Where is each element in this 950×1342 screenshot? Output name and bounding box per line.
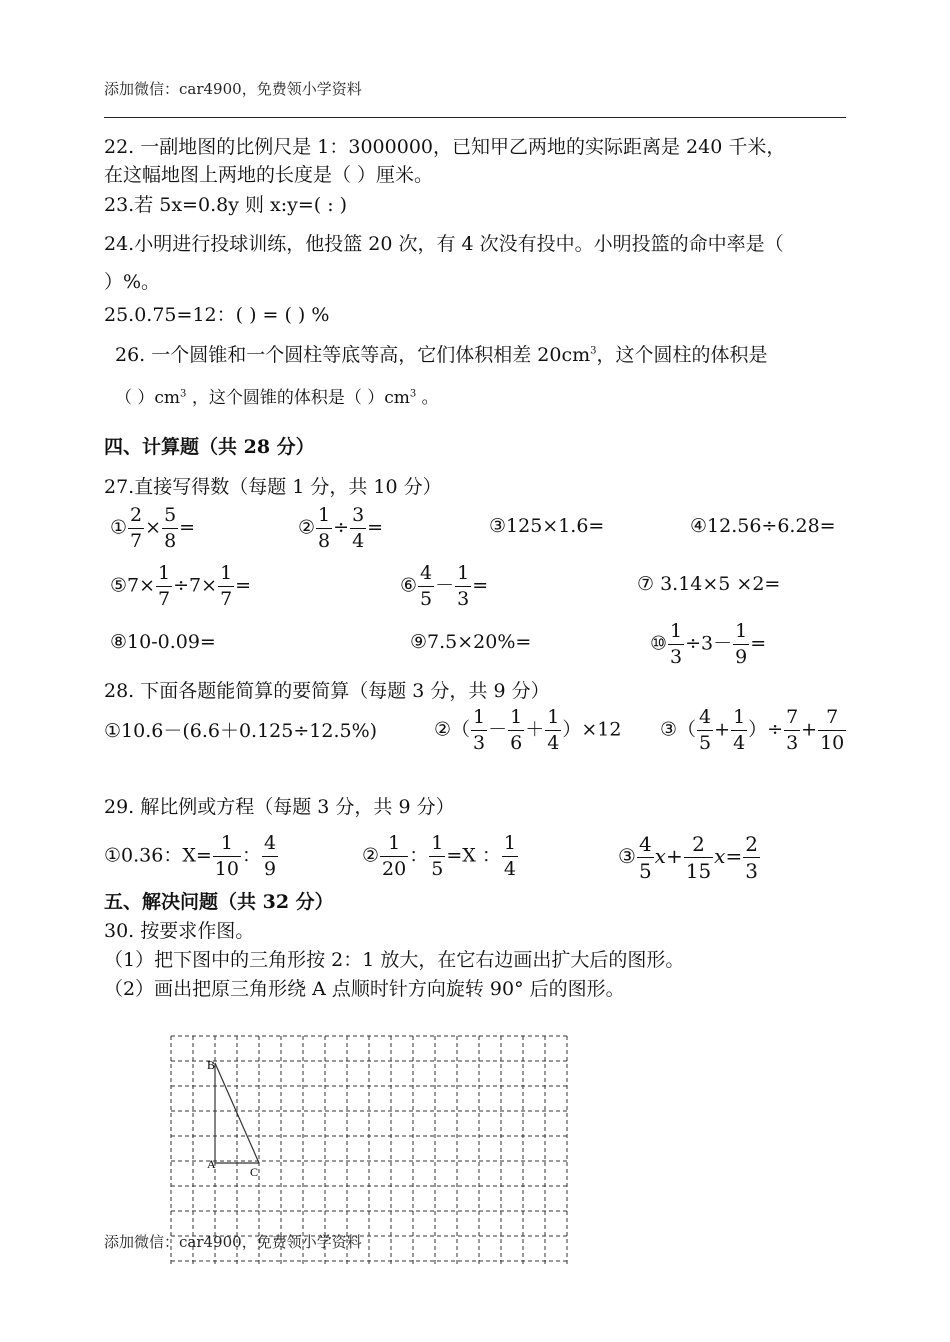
operator: ÷3－ [685, 632, 733, 655]
section5-title: 五、解决问题（共 32 分） [104, 891, 334, 913]
denominator: 9 [735, 646, 748, 668]
numerator: 1 [316, 506, 332, 529]
fraction [162, 506, 178, 551]
denominator: 3 [670, 646, 683, 668]
q27-i2-pre: ② [298, 516, 316, 539]
q26-sup1: 3 [590, 345, 597, 357]
fraction [697, 708, 713, 753]
numerator: 7 [784, 708, 800, 731]
q29-item3 [618, 834, 761, 881]
operator: + [665, 844, 683, 868]
q29-i3-pre: ③ [618, 844, 636, 868]
operator: ： [241, 844, 261, 867]
fraction [731, 708, 747, 753]
q28-item3 [660, 708, 847, 753]
q23-text: 23.若 5x=0.8y 则 x:y=( : ) [104, 194, 348, 216]
denominator: 3 [473, 732, 486, 754]
q27-i5-pre: ⑤7× [110, 574, 156, 597]
q30-title: 30. 按要求作图。 [104, 920, 255, 942]
fraction [418, 564, 434, 609]
numerator: 1 [218, 564, 234, 587]
q27-i10-pre: ⑩ [650, 632, 668, 655]
q26-line2b: ，这个圆锥的体积是（ ）cm [186, 388, 410, 408]
equals: = [750, 632, 767, 655]
q28-i2-tail: ）×12 [562, 718, 622, 741]
q30-step2: （2）画出把原三角形绕 A 点顺时针方向旋转 90° 后的图形。 [104, 978, 625, 1000]
numerator: 1 [733, 622, 749, 645]
q26-line2 [115, 383, 439, 408]
operator: + [714, 718, 731, 741]
q26-line2a: （ ）cm [115, 388, 181, 408]
denominator: 8 [318, 530, 331, 552]
fraction [502, 834, 518, 879]
label-a: A [207, 1157, 216, 1171]
fraction [733, 622, 749, 667]
numerator: 3 [350, 506, 366, 529]
q22-line1: 22. 一副地图的比例尺是 1：3000000，已知甲乙两地的实际距离是 240 千米， [104, 136, 786, 158]
numerator: 1 [668, 622, 684, 645]
numerator: 2 [684, 834, 713, 858]
fraction [380, 834, 408, 879]
q28-item1: ①10.6－(6.6＋0.125÷12.5%) [104, 720, 378, 742]
denominator: 7 [220, 588, 233, 610]
numerator: 5 [162, 506, 178, 529]
denominator: 3 [745, 859, 758, 883]
q27-item4: ④12.56÷6.28= [690, 515, 836, 537]
denominator: 10 [820, 732, 845, 754]
header-text: 添加微信：car4900，免费领小学资料 [104, 80, 362, 98]
equals: = [725, 844, 743, 868]
operator: + [801, 718, 818, 741]
q24-line2: ）%。 [104, 271, 161, 293]
q28-i2-pre: ②（ [434, 718, 471, 741]
q30-step1: （1）把下图中的三角形按 2：1 放大，在它右边画出扩大后的图形。 [104, 949, 685, 971]
fraction [508, 708, 524, 753]
denominator: 4 [503, 858, 516, 880]
fraction [128, 506, 144, 551]
fraction [545, 708, 561, 753]
fraction [743, 834, 760, 881]
q28-title: 28. 下面各题能简算的要简算（每题 3 分，共 9 分） [104, 680, 550, 702]
q27-i1-pre: ① [110, 516, 128, 539]
q27-item2 [298, 506, 383, 551]
q26-sup3: 3 [409, 388, 417, 400]
q27-item8: ⑧10-0.09= [110, 631, 216, 653]
q28-item2 [434, 708, 621, 753]
denominator: 3 [786, 732, 799, 754]
q27-item9: ⑨7.5×20%= [410, 631, 532, 653]
q27-item5 [110, 564, 251, 609]
fraction [784, 708, 800, 753]
numerator: 1 [213, 834, 241, 857]
q24-line1: 24.小明进行投球训练，他投篮 20 次，有 4 次没有投中。小明投篮的命中率是（ [104, 233, 784, 255]
q26-line1-rest: ，这个圆柱的体积是 [596, 344, 768, 366]
denominator: 10 [214, 858, 239, 880]
q27-item6 [400, 564, 488, 609]
numerator: 1 [455, 564, 471, 587]
fraction [156, 564, 172, 609]
denominator: 5 [420, 588, 433, 610]
equals: = [179, 516, 196, 539]
numerator: 1 [502, 834, 518, 857]
q26-line2c: 。 [416, 388, 439, 408]
label-b: B [207, 1058, 216, 1072]
operator: － [435, 574, 455, 597]
footer-text: 添加微信：car4900，免费领小学资料 [104, 1233, 362, 1251]
operator: ）÷ [748, 718, 784, 741]
fraction [218, 564, 234, 609]
denominator: 4 [352, 530, 365, 552]
denominator: 4 [733, 732, 746, 754]
variable-x: x [714, 844, 726, 868]
q27-item10 [650, 622, 766, 667]
operator: － [488, 718, 508, 741]
q29-i1-pre: ①0.36：X= [104, 844, 212, 867]
q26-line1 [115, 340, 768, 367]
numerator: 1 [508, 708, 524, 731]
fraction [350, 506, 366, 551]
equals: = [367, 516, 384, 539]
numerator: 1 [471, 708, 487, 731]
q28-i3-pre: ③（ [660, 718, 697, 741]
fraction [429, 834, 445, 879]
q27-item7: ⑦ 3.14×5 ×2= [637, 573, 781, 595]
q29-item1 [104, 834, 279, 879]
numerator: 2 [745, 832, 758, 856]
numerator: 2 [128, 506, 144, 529]
operator: ： [409, 844, 429, 867]
q26-sup2: 3 [180, 388, 187, 400]
fraction [455, 564, 471, 609]
numerator: 4 [697, 708, 713, 731]
q27-i6-pre: ⑥ [400, 574, 418, 597]
q25-text: 25.0.75=12：( ) = ( ) % [104, 304, 330, 326]
operator: ÷ [333, 516, 350, 539]
q27-title: 27.直接写得数（每题 1 分，共 10 分） [104, 476, 442, 498]
q27-item3: ③125×1.6= [489, 515, 605, 537]
denominator: 9 [264, 858, 277, 880]
numerator: 4 [418, 564, 434, 587]
equals: = [235, 574, 252, 597]
fraction [213, 834, 241, 879]
numerator: 4 [262, 834, 278, 857]
numerator: 1 [429, 834, 445, 857]
denominator: 6 [510, 732, 523, 754]
denominator: 4 [547, 732, 560, 754]
denominator: 7 [158, 588, 171, 610]
denominator: 8 [164, 530, 177, 552]
denominator: 3 [457, 588, 470, 610]
fraction [262, 834, 278, 879]
fraction [668, 622, 684, 667]
numerator: 1 [545, 708, 561, 731]
section4-title: 四、计算题（共 28 分） [104, 436, 315, 458]
operator: ＋ [525, 718, 545, 741]
numerator: 1 [731, 708, 747, 731]
variable-x: x [654, 844, 666, 868]
q29-i2-pre: ② [362, 844, 380, 867]
denominator: 5 [699, 732, 712, 754]
numerator: 4 [638, 832, 652, 856]
numerator: 1 [380, 834, 408, 857]
denominator: 5 [431, 858, 444, 880]
fraction [316, 506, 332, 551]
q27-item1 [110, 506, 195, 551]
denominator: 7 [130, 530, 143, 552]
numerator: 1 [156, 564, 172, 587]
header-rule [104, 117, 846, 118]
fraction [818, 708, 846, 753]
operator: =X ： [446, 844, 501, 867]
denominator: 20 [382, 858, 407, 880]
q22-line2: 在这幅地图上两地的长度是（ ）厘米。 [104, 164, 434, 186]
denominator: 5 [638, 859, 652, 883]
equals: = [472, 574, 489, 597]
q29-title: 29. 解比例或方程（每题 3 分，共 9 分） [104, 796, 455, 818]
numerator: 7 [818, 708, 846, 731]
label-c: C [250, 1165, 259, 1179]
q29-item2 [362, 834, 519, 879]
fraction [684, 834, 713, 881]
q26-line1-main: 26. 一个圆锥和一个圆柱等底等高，它们体积相差 20cm [115, 344, 591, 366]
operator: ÷7× [173, 574, 218, 597]
fraction [471, 708, 487, 753]
operator: × [145, 516, 162, 539]
fraction [637, 834, 654, 881]
denominator: 15 [685, 859, 712, 883]
dashed-grid [171, 1036, 567, 1264]
